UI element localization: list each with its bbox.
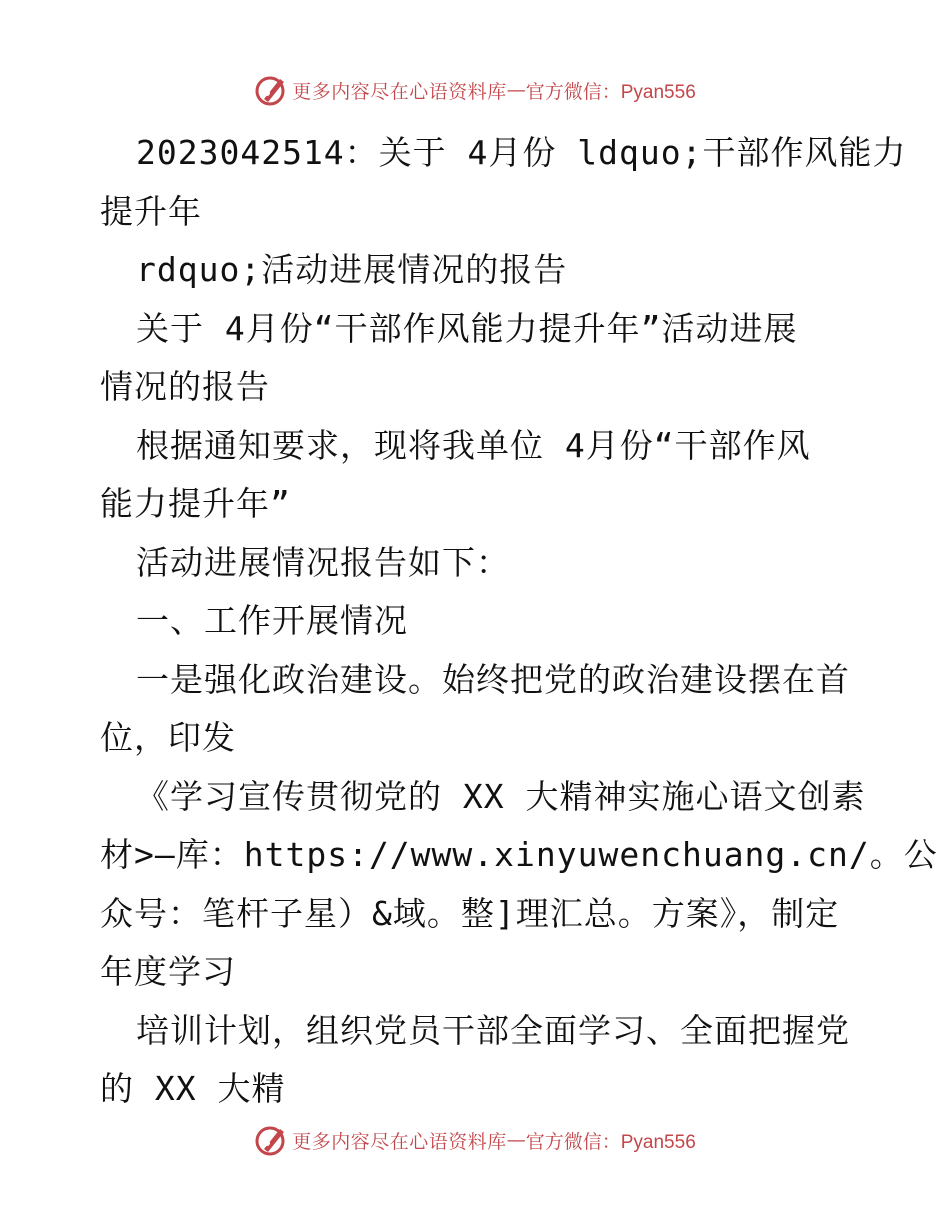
text-line: 材>—库：https://www.xinyuwenchuang.cn/。公 [100,835,938,874]
text-line: 情况的报告 [100,367,270,406]
banner-separator: — [506,79,526,101]
footer-banner [0,1120,950,1160]
text-line: 提升年 [100,191,202,231]
banner-separator: — [506,1129,526,1151]
banner-text: 更多内容尽在心语资料库 [292,1130,507,1153]
header-banner [0,70,950,110]
text-line: 培训计划，组织党员干部全面学习、全面把握党 [136,1010,850,1050]
text-line: rdquo;活动进展情况的报告 [136,250,568,289]
text-line: 的 XX 大精 [100,1069,286,1108]
banner-contact: 官方微信：Pyan556 [525,81,696,103]
text-line: 众号：笔杆子星）&域。整]理汇总。方案》，制定 [100,893,840,933]
text-line: 一是强化政治建设。始终把党的政治建设摆在首 [136,659,850,699]
document-body [100,124,938,1119]
pen-logo-icon [254,1123,288,1157]
text-line: 关于 4月份“干部作风能力提升年”活动进展 [136,308,798,348]
pen-logo-icon [254,73,288,107]
banner-text: 更多内容尽在心语资料库 [292,80,507,103]
text-line: 2023042514：关于 4月份 ldquo;干部作风能力 [136,133,907,172]
text-line: 一、工作开展情况 [136,601,408,640]
text-line: 位，印发 [100,718,236,757]
text-line: 活动进展情况报告如下： [136,542,510,582]
text-line: 根据通知要求，现将我单位 4月份“干部作风 [136,425,811,465]
text-line: 年度学习 [100,952,236,991]
text-line: 能力提升年” [100,484,291,523]
text-line: 《学习宣传贯彻党的 XX 大精神实施心语文创素 [136,776,866,816]
banner-contact: 官方微信：Pyan556 [525,1131,696,1153]
